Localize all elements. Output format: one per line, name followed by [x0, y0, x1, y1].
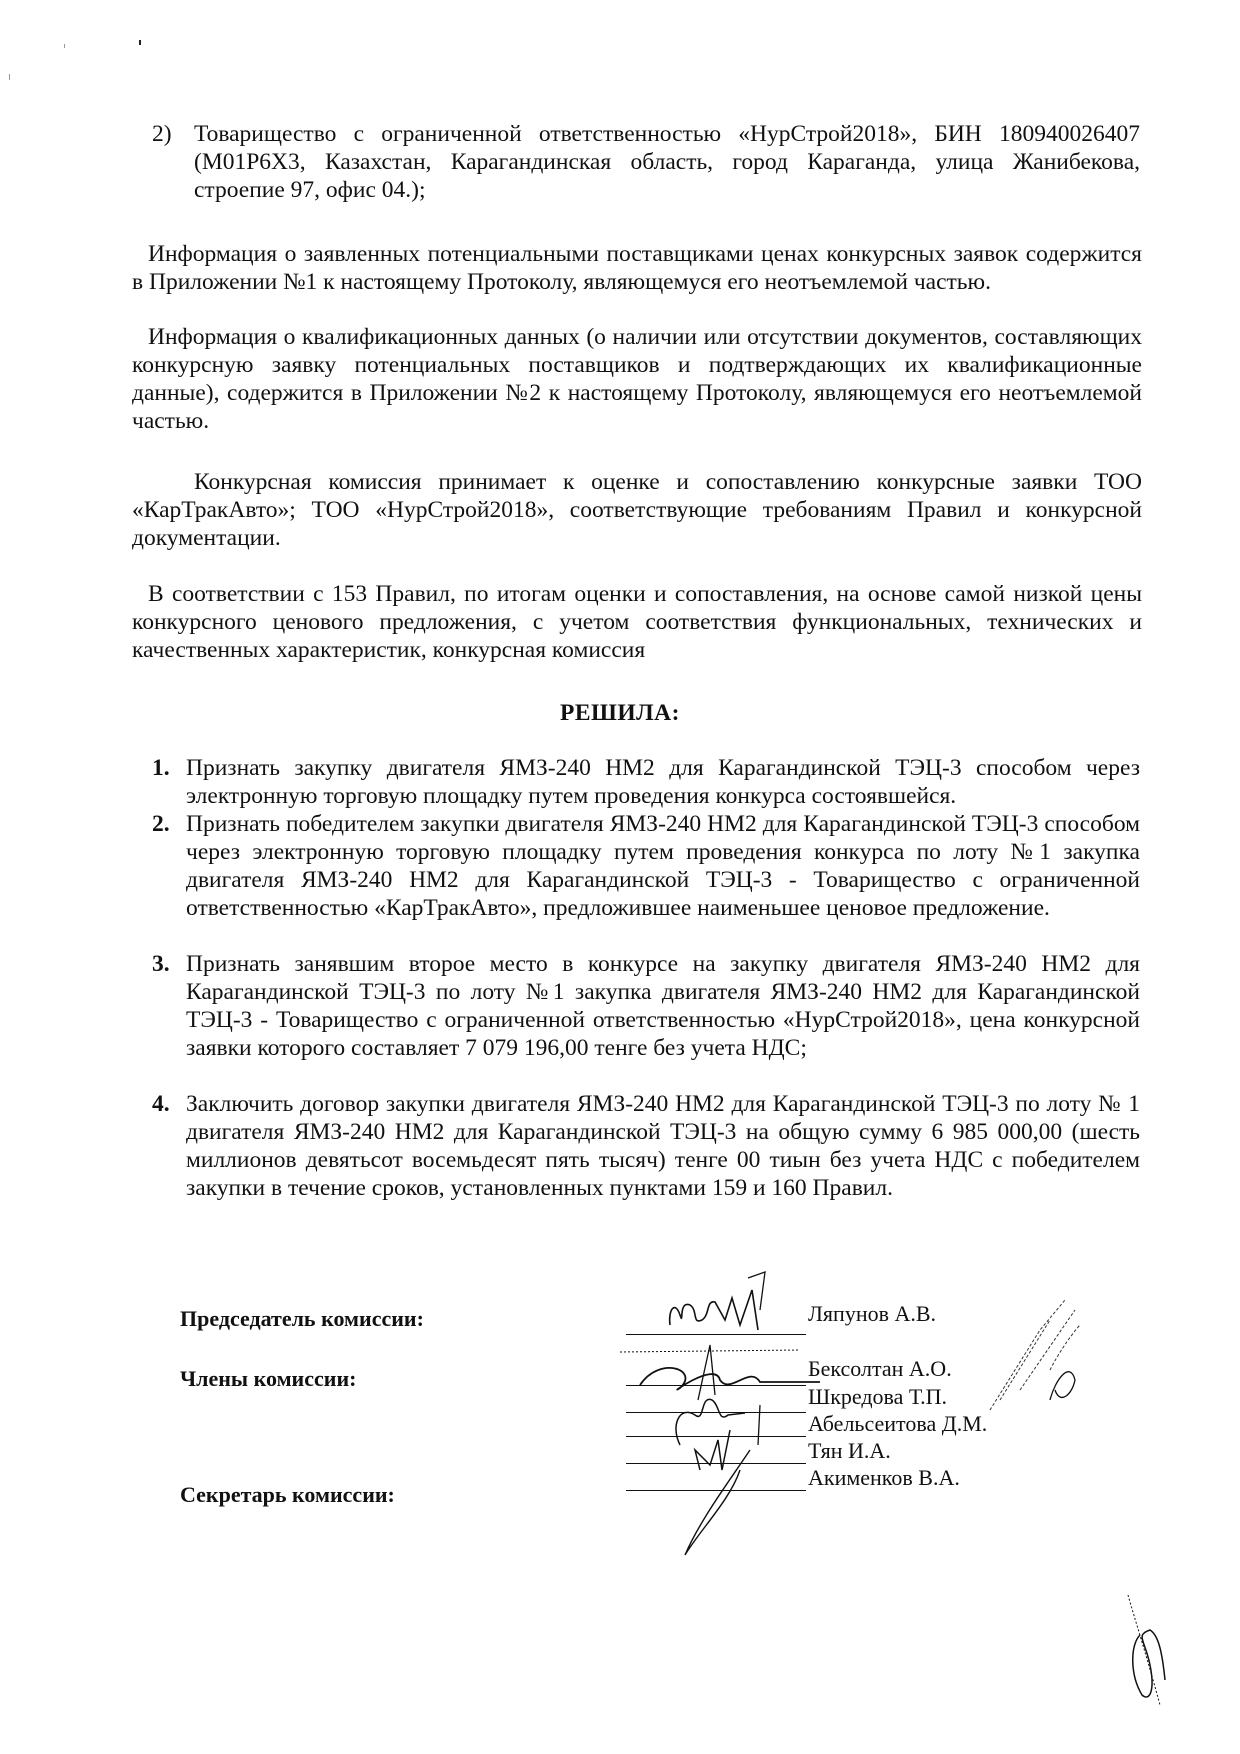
- item-marker: 2): [152, 121, 172, 147]
- members-label: Члены комиссии:: [180, 1366, 357, 1391]
- supplier-item-2: [152, 120, 1142, 210]
- chairman-label: Председатель комиссии:: [180, 1306, 424, 1331]
- decision-heading: РЕШИЛА:: [560, 700, 680, 726]
- scan-speck: [64, 44, 65, 48]
- scan-speck: [139, 40, 141, 45]
- member-name: Абельсеитова Д.М.: [808, 1411, 988, 1436]
- chairman-name: Ляпунов А.В.: [808, 1301, 937, 1326]
- paragraph-evaluation-basis: [132, 580, 1142, 664]
- decision-text: Заключить договор закупки двигателя ЯМЗ-240 НМ2 для Карагандинской ТЭЦ-3 по лоту № 1 двигателя ЯМЗ-240 НМ2 для Карагандинской ТЭЦ-3 на общую сумму 6 985 000,00 (шесть миллионов девятьсот восемьдесят пять тысяч) тенге 00 тиын без учета НДС с победителем закупки в течение сроков, установленных пунктами 159 и 160 Правил.: [186, 1091, 1140, 1201]
- signature-chairman-scribble: [640, 1270, 820, 1350]
- member-name: Бексолтан А.О.: [808, 1356, 952, 1381]
- decision-item-4: [152, 1090, 1142, 1240]
- decision-item-3: [152, 950, 1142, 1100]
- paragraph-text: Информация о квалификационных данных (о наличии или отсутствии документов, составляющих конкурсную заявку потенциальных поставщиков и подтверждающих их квалификационные данные), содержится в Приложении №2 к настоящему Протоколу, являющемуся его неотъемлемой частью.: [132, 324, 1142, 434]
- paragraph-qualification-info: [132, 323, 1142, 435]
- decision-marker: 2.: [152, 811, 170, 837]
- item-text: Товарищество с ограниченной ответственностью «НурСтрой2018», БИН 180940026407 (M01P6X3, Казахстан, Карагандинская область, город Караганда, улица Жанибекова, строепие 97, офис 04.);: [194, 121, 1140, 203]
- signature-right-margin-scribble: [980, 1290, 1090, 1420]
- scan-speck: [9, 74, 10, 80]
- decision-text: Признать закупку двигателя ЯМЗ-240 НМ2 для Карагандинской ТЭЦ-3 способом через электронную торговую площадку путем проведения конкурса состоявшейся.: [186, 755, 1140, 809]
- secretary-name: Акименков В.А.: [808, 1465, 960, 1490]
- paragraph-acceptance: [132, 468, 1142, 552]
- initials-page-corner-scribble: [1120, 1590, 1180, 1730]
- decision-marker: 4.: [152, 1091, 170, 1117]
- member-name: Шкредова Т.П.: [808, 1384, 948, 1409]
- paragraph-text: Конкурсная комиссия принимает к оценке и сопоставлению конкурсные заявки ТОО «КарТракАвто»; ТОО «НурСтрой2018», соответствующие требованиям Правил и конкурсной документации.: [132, 469, 1142, 551]
- decision-item-1: [152, 754, 1142, 814]
- decision-text: Признать победителем закупки двигателя ЯМЗ-240 НМ2 для Карагандинской ТЭЦ-3 способом через электронную торговую площадку путем проведения конкурса по лоту №1 закупка двигателя ЯМЗ-240 НМ2 для Карагандинской ТЭЦ-3 - Товарищество с ограниченной ответственностью «КарТракАвто», предложившее наименьшее ценовое предложение.: [186, 811, 1140, 921]
- decision-text: Признать занявшим второе место в конкурсе на закупку двигателя ЯМЗ-240 НМ2 для Карагандинской ТЭЦ-3 по лоту №1 закупка двигателя ЯМЗ-240 НМ2 для Карагандинской ТЭЦ-3 - Товарищество с ограниченной ответственностью «НурСтрой2018», цена конкурсной заявки которого составляет 7 079 196,00 тенге без учета НДС;: [186, 951, 1140, 1061]
- paragraph-text: В соответствии с 153 Правил, по итогам оценки и сопоставления, на основе самой низкой цены конкурсного ценового предложения, с учетом соответствия функциональных, технических и качественных характеристик, конкурсная комиссия: [132, 581, 1142, 663]
- decision-item-2: [152, 810, 1142, 960]
- signature-member-4-scribble: [660, 1410, 780, 1560]
- decision-marker: 3.: [152, 951, 170, 977]
- paragraph-prices-info: [132, 240, 1142, 296]
- paragraph-text: Информация о заявленных потенциальными поставщиками ценах конкурсных заявок содержится в Приложении №1 к настоящему Протоколу, являющемуся его неотъемлемой частью.: [132, 241, 1142, 295]
- member-name: Тян И.А.: [808, 1438, 891, 1463]
- secretary-label: Секретарь комиссии:: [180, 1482, 395, 1507]
- decision-marker: 1.: [152, 755, 170, 781]
